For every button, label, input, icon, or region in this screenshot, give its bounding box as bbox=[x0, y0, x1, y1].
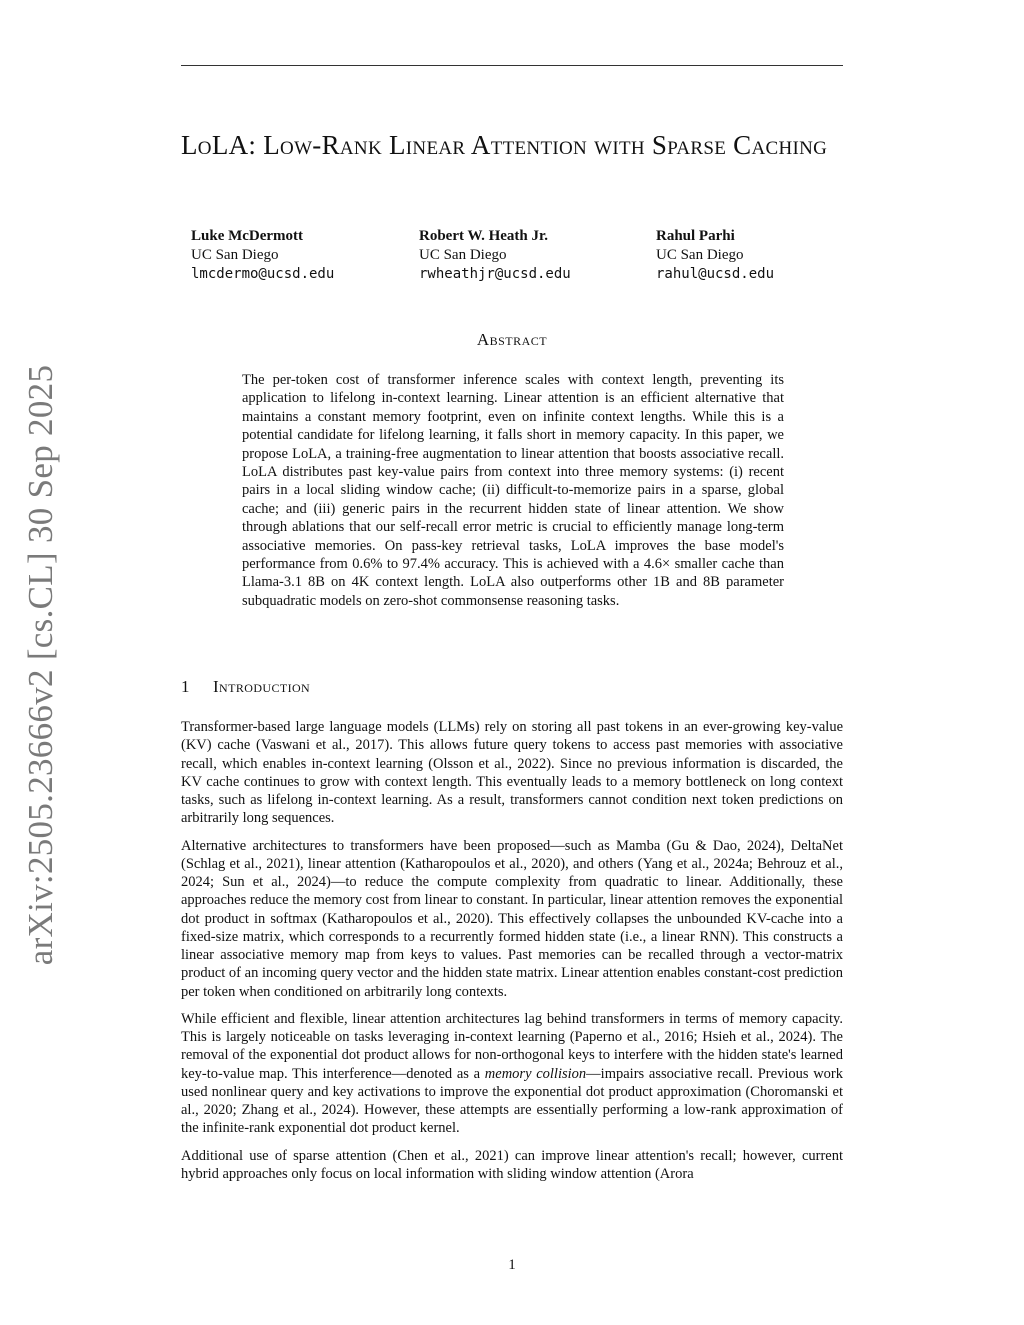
abstract-heading: Abstract bbox=[476, 330, 548, 349]
paper-title: LoLA: Low-Rank Linear Attention with Sparse Caching bbox=[181, 130, 828, 160]
page-number: 1 bbox=[508, 1257, 516, 1273]
author-affiliation: UC San Diego bbox=[191, 247, 279, 263]
abstract-text: The per-token cost of transformer inference scales with context length, preventing its application to lifelong in-context learning. Linear attention is an efficient alternative that maintains a constant memory footprint, even on infinite context lengths. While this is a potential candidate for lifelong learning, it falls short in memory capacity. In this paper, we propose LoLA, a training-free augmentation to linear attention that boosts associative recall. LoLA distributes past key-value pairs from context into three memory systems: (i) recent pairs in a local sliding window cache; (ii) difficult-to-memorize pairs in a sparse, global cache; and (iii) generic pairs in the recurrent hidden state of linear attention. We show through ablations that our self-recall error metric is crucial to efficiently manage long-term associative memories. On pass-key retrieval tasks, LoLA improves the base model's performance from 0.6% to 97.4% accuracy. This is achieved with a 4.6× smaller cache than Llama-3.1 8B on 4K context length. LoLA also outperforms other 1B and 8B parameter subquadratic models on zero-shot commonsense reasoning tasks. bbox=[242, 372, 784, 609]
author-2 bbox=[419, 227, 571, 284]
section-heading bbox=[181, 677, 310, 697]
author-email[interactable]: lmcdermo@ucsd.edu bbox=[191, 266, 335, 282]
paragraph: Additional use of sparse attention (Chen et al., 2021) can improve linear attention's recall; however, current hybrid approaches only focus on local information with sliding window attention (Arora bbox=[181, 1147, 843, 1182]
paragraph: Transformer-based large language models (LLMs) rely on storing all past tokens in an ever-growing key-value (KV) cache (Vaswani et al., 2017). This allows future query tokens to access past memories with associative recall, which enables in-context learning (Olsson et al., 2022). Since no previous information is discarded, the KV cache continues to grow with context length. This eventually leads to a memory bottleneck on long context tasks, such as lifelong in-context learning. As a result, transformers cannot condition next token predictions on arbitrarily long sequences. bbox=[181, 719, 843, 827]
author-name: Rahul Parhi bbox=[656, 228, 735, 244]
author-affiliation: UC San Diego bbox=[419, 247, 507, 263]
author-1 bbox=[191, 227, 334, 284]
paragraph: Alternative architectures to transformers have been proposed—such as Mamba (Gu & Dao, 2024), DeltaNet (Schlag et al., 2021), linear attention (Katharopoulos et al., 2020), and others (Yang et al., 2024a; Behrouz et al., 2024; Sun et al., 2024)—to reduce the compute complexity from quadratic to linear. Additionally, these approaches reduce the memory cost from linear to constant. In particular, linear attention removes the exponential dot product in softmax (Katharopoulos et al., 2020). This effectively collapses the unbounded KV-cache into a fixed-size matrix, which corresponds to a recurrently formed hidden state (i.e., a linear RNN). This constructs a linear associative memory map from keys to values. Past memories can be recalled through a vector-matrix product of an incoming query vector and the hidden state matrix. Linear attention enables constant-cost prediction per token when conditioned on arbitrarily long contexts. bbox=[181, 837, 843, 1000]
author-email[interactable]: rwheathjr@ucsd.edu bbox=[419, 266, 571, 282]
section-title: Introduction bbox=[213, 677, 311, 696]
author-affiliation: UC San Diego bbox=[656, 247, 744, 263]
emphasized-term: memory collision bbox=[484, 1065, 587, 1082]
paragraph bbox=[181, 1010, 843, 1138]
header-rule bbox=[181, 65, 843, 66]
author-3 bbox=[656, 227, 774, 284]
author-name: Luke McDermott bbox=[191, 228, 304, 244]
paragraph-text: While efficient and flexible, linear attention architectures lag behind transformers in terms of memory capacity. This is largely noticeable on tasks leveraging in-context learning (Paperno et al., 2016; Hsieh et al., 2024). The removal of the exponential dot product allows for non-orthogonal keys to interfere with the hidden state's learned key-to-value map. This interference—denoted as a bbox=[181, 1010, 843, 1082]
paragraph-text: —impairs associative recall. Previous work used nonlinear query and key activations to improve the exponential dot product approximation (Choromanski et al., 2020; Zhang et al., 2024). However, these attempts are essentially performing a low-rank approximation of the infinite-rank exponential dot product kernel. bbox=[181, 1065, 843, 1137]
arxiv-identifier[interactable]: arXiv:2505.23666v2 [cs.CL] 30 Sep 2025 bbox=[21, 364, 60, 966]
author-name: Robert W. Heath Jr. bbox=[419, 228, 549, 244]
introduction-body bbox=[181, 718, 843, 1192]
author-email[interactable]: rahul@ucsd.edu bbox=[656, 266, 775, 282]
section-number: 1 bbox=[181, 677, 190, 696]
